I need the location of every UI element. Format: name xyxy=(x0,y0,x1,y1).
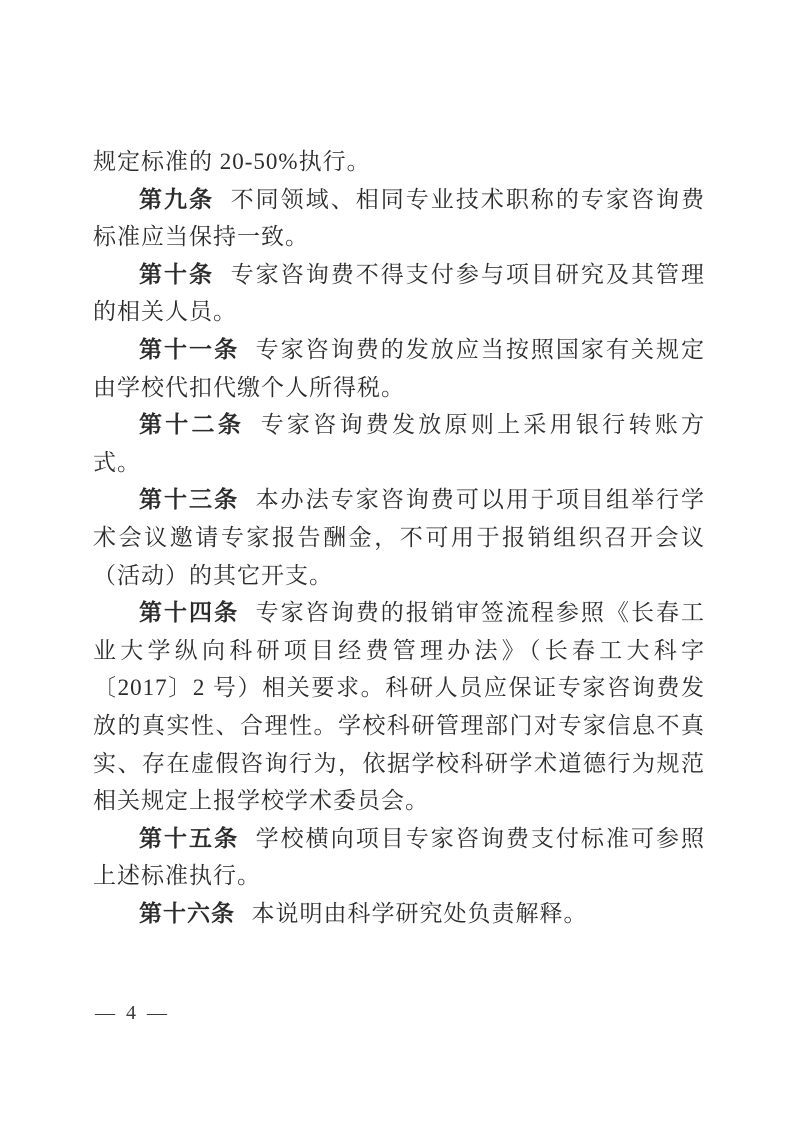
article-number: 第十条 xyxy=(139,261,215,287)
paragraph xyxy=(93,895,705,933)
article-text: 专家咨询费发放原则上采用银行转账方式。 xyxy=(93,412,706,475)
article-number: 第十二条 xyxy=(139,412,245,438)
paragraph xyxy=(93,143,705,181)
article-number: 第十四条 xyxy=(139,600,240,626)
paragraph xyxy=(93,256,705,331)
article-text: 学校横向项目专家咨询费支付标准可参照上述标准执行。 xyxy=(93,825,706,889)
article-number: 第十五条 xyxy=(139,825,240,851)
article-text: 规定标准的 20-50%执行。 xyxy=(93,149,371,174)
document-content xyxy=(93,143,705,932)
paragraph xyxy=(93,331,705,406)
article-text: 本办法专家咨询费可以用于项目组举行学术会议邀请专家报告酬金，不可用于报销组织召开会议（活动）的其它开支。 xyxy=(93,487,706,588)
article-text: 专家咨询费不得支付参与项目研究及其管理的相关人员。 xyxy=(93,261,706,325)
paragraph xyxy=(93,594,705,820)
article-number: 第九条 xyxy=(139,186,215,212)
article-text: 不同领域、相同专业技术职称的专家咨询费标准应当保持一致。 xyxy=(93,186,706,250)
article-text: 专家咨询费的报销审签流程参照《长春工业大学纵向科研项目经费管理办法》（长春工大科字〔2017〕2 号）相关要求。科研人员应保证专家咨询费发放的真实性、合理性。学校科研管理部门对专家信息不真实、存在虚假咨询行为，依据学校科研学术道德行为规范相关规定上报学校学术委员会。 xyxy=(93,600,706,814)
paragraph xyxy=(93,481,705,594)
page-number: — 4 — xyxy=(95,1002,170,1024)
article-text: 专家咨询费的发放应当按照国家有关规定由学校代扣代缴个人所得税。 xyxy=(93,336,706,400)
paragraph xyxy=(93,181,705,256)
paragraph xyxy=(93,406,705,481)
article-number: 第十一条 xyxy=(139,336,240,362)
article-number: 第十三条 xyxy=(139,487,240,513)
article-number: 第十六条 xyxy=(139,900,235,926)
paragraph xyxy=(93,820,705,895)
article-text: 本说明由科学研究处负责解释。 xyxy=(251,900,588,926)
